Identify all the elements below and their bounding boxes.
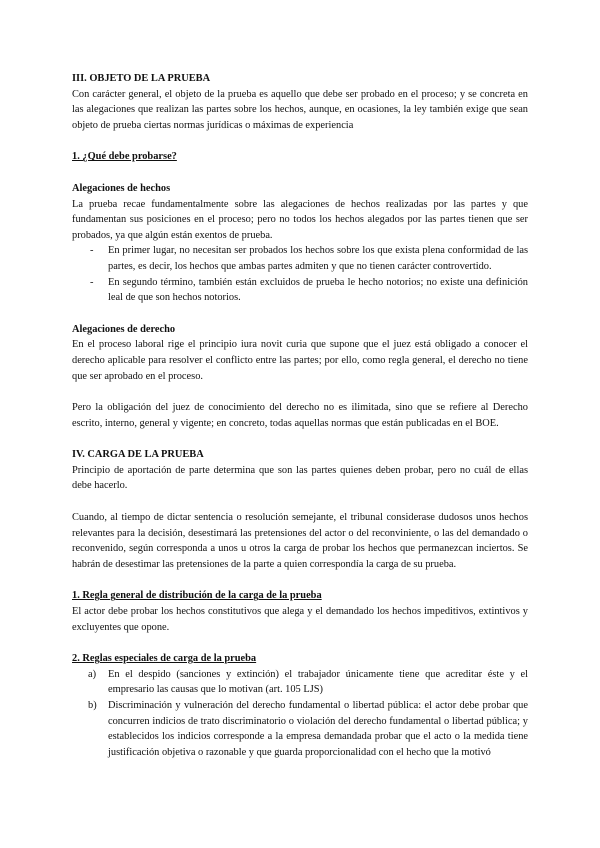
list-dash: - (90, 245, 94, 257)
special-rules-list (72, 667, 528, 761)
list-item (72, 667, 528, 698)
special-rules-title: 2. Reglas especiales de carga de la prueba (72, 653, 257, 665)
law-allegations-text-1: En el proceso laboral rige el principio iura novit curia que supone que el juez está obligado a conocer el derecho aplicable para resolver el conflicto entre las partes; por ello, como regla general, el derecho no tiene que ser aprobado en el proceso. (72, 339, 528, 382)
law-allegations-title: Alegaciones de derecho (72, 323, 176, 335)
list-letter: b) (88, 700, 97, 711)
facts-allegations-title: Alegaciones de hechos (72, 182, 171, 194)
list-item (72, 275, 528, 306)
list-item (72, 243, 528, 274)
general-rule-title: 1. Regla general de distribución de la carga de la prueba (72, 590, 322, 602)
facts-exemptions-list (72, 243, 528, 305)
list-item-text: Discriminación y vulneración del derecho fundamental o libertad pública: el actor debe probar que concurren indicios de trato discriminatorio o violación del derecho fundamental o libertad pública; y establecidos los indicios corresponde a la empresa demandada probar que el acto o la medida tiene justificación objetiva o razonable y que guarda proporcionalidad con el hecho que la motivó (108, 700, 528, 758)
list-item-text: En el despido (sanciones y extinción) el trabajador únicamente tiene que acreditar éste y el empresario las causas que lo motivan (art. 105 LJS) (108, 668, 528, 696)
list-item-text: En primer lugar, no necesitan ser probados los hechos sobre los que exista plena conformidad de las partes, es decir, los hechos que ambas partes admiten y que no tienen carácter controvertido. (108, 245, 528, 272)
section-3-intro: Con carácter general, el objeto de la prueba es aquello que debe ser probado en el proceso; y se concreta en las alegaciones que realizan las partes sobre los hechos, aunque, en ocasiones, la ley también exige que sean objeto de prueba ciertas normas jurídicas o máximas de experiencia (72, 88, 528, 131)
list-letter: a) (88, 668, 97, 680)
page-content (72, 71, 528, 760)
subsection-what-to-prove-title: 1. ¿Qué debe probarse? (72, 151, 177, 163)
general-rule-text: El actor debe probar los hechos constitutivos que alega y el demandado los hechos impeditivos, extintivos y excluyentes que opone. (72, 606, 528, 633)
section-4-paragraph-1: Principio de aportación de parte determina que son las partes quienes deben probar, pero no cuál de ellas debe hacerlo. (72, 464, 528, 492)
law-allegations-text-2: Pero la obligación del juez de conocimiento del derecho no es ilimitada, sino que se refiere al Derecho escrito, interno, general y vigente; en concreto, todas aquellas normas que están publicadas en el BOE. (72, 402, 528, 429)
list-item (72, 698, 528, 760)
list-dash: - (90, 276, 94, 288)
section-3-title: III. OBJETO DE LA PRUEBA (72, 73, 211, 84)
section-4-paragraph-2: Cuando, al tiempo de dictar sentencia o resolución semejante, el tribunal considerase dudosos unos hechos relevantes para la decisión, desestimará las pretensiones del actor o del reconviniente, o las del demandado o reconvenido, según corresponda a unos u otros la carga de probar los hechos que permanezcan inciertos. Se habrán de desestimar las pretensiones de la parte a quien correspondía la carga de su prueba. (72, 512, 528, 570)
section-4-title: IV. CARGA DE LA PRUEBA (72, 449, 204, 461)
list-item-text: En segundo término, también están excluidos de prueba le hecho notorios; no existe una definición leal de que son hechos notorios. (108, 276, 528, 304)
facts-allegations-text: La prueba recae fundamentalmente sobre las alegaciones de hechos realizadas por las partes y que fundamentan sus posiciones en el proceso; pero no todos los hechos alegados por las partes tienen que ser probados, ya que algún están exentos de prueba. (72, 198, 528, 241)
